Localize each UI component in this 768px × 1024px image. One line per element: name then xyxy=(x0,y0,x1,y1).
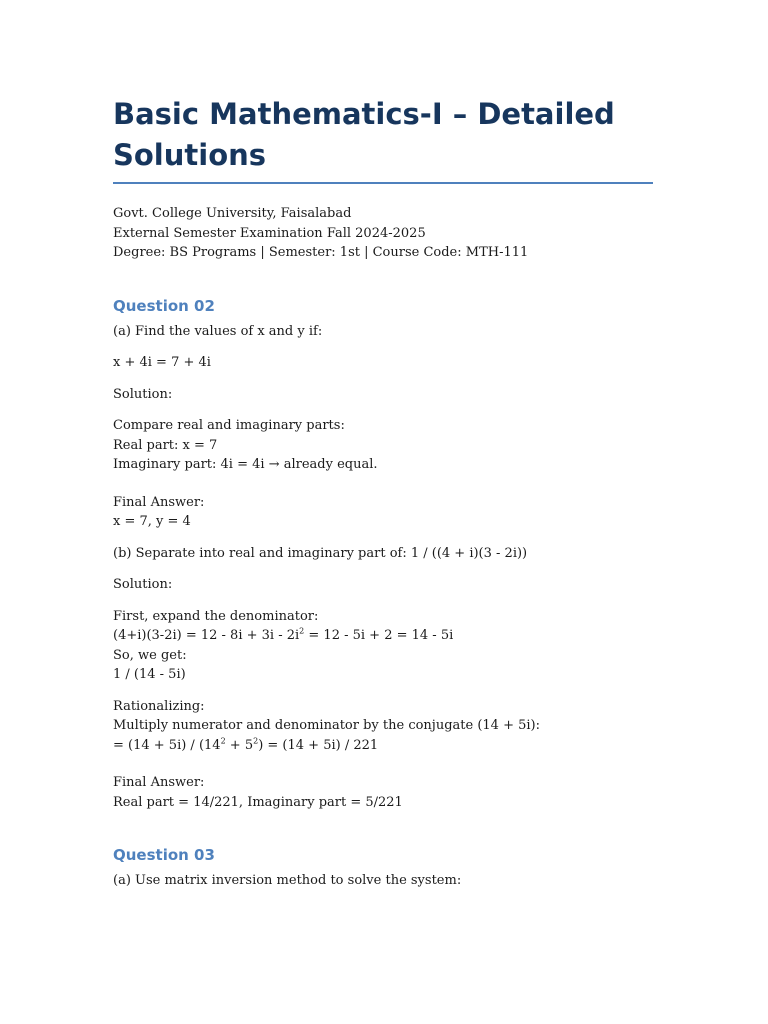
q2b-rat-mid: + 5 xyxy=(225,737,254,753)
q2b-rat-exponent: 2 xyxy=(253,736,259,746)
q2b-rat-pre: = (14 + 5i) / (14 xyxy=(113,737,221,753)
q2a-solution-label: Solution: xyxy=(113,386,173,402)
q2b-prompt: (b) Separate into real and imaginary part of: 1 / ((4 + i)(3 - 2i)) xyxy=(113,545,528,561)
q2a-step: Compare real and imaginary parts: xyxy=(113,418,345,433)
q2b-expansion xyxy=(113,607,658,685)
q2a-final-value: x = 7, y = 4 xyxy=(113,514,191,529)
q2b-expand-pre: (4+i)(3-2i) = 12 - 8i + 3i - 2i xyxy=(113,628,300,643)
q2b-rationalizing-label: Rationalizing: xyxy=(113,698,205,714)
q2a-step: Imaginary part: 4i = 4i → already equal. xyxy=(113,457,378,472)
question-03-heading: Question 03 xyxy=(113,846,215,864)
q2b-rat-post: ) = (14 + 5i) / 221 xyxy=(258,737,379,753)
q2b-rationalizing xyxy=(113,697,658,756)
q2b-rat-exponent: 2 xyxy=(220,736,226,746)
document-title: Basic Mathematics-I – Detailed Solutions xyxy=(113,94,653,184)
q2a-final-answer xyxy=(113,493,658,532)
q3a-prompt: (a) Use matrix inversion method to solve the system: xyxy=(113,873,462,888)
q2b-multiply: Multiply numerator and denominator by the conjugate (14 + 5i): xyxy=(113,718,540,733)
university-line: Govt. College University, Faisalabad xyxy=(113,206,352,221)
q2b-expand-exponent: 2 xyxy=(299,626,305,636)
question-02-heading: Question 02 xyxy=(113,296,215,315)
q2a-equation: x + 4i = 7 + 4i xyxy=(113,355,211,370)
q2b-solution-label: Solution: xyxy=(113,577,173,592)
exam-line: External Semester Examination Fall 2024-2025 xyxy=(113,225,426,241)
q2b-final-label: Final Answer: xyxy=(113,775,205,790)
document-page xyxy=(113,94,658,903)
q2b-reduced: 1 / (14 - 5i) xyxy=(113,667,186,682)
q2b-final-answer xyxy=(113,773,658,812)
q2b-final-value: Real part = 14/221, Imaginary part = 5/221 xyxy=(113,794,403,810)
q2a-prompt: (a) Find the values of x and y if: xyxy=(113,323,323,339)
q2b-rationalized-equation xyxy=(113,736,658,756)
q2a-final-label: Final Answer: xyxy=(113,494,205,510)
q2b-expand-equation xyxy=(113,626,658,646)
q2b-expand-post: = 12 - 5i + 2 = 14 - 5i xyxy=(304,628,454,643)
document-header xyxy=(113,204,658,263)
q2b-expand-intro: First, expand the denominator: xyxy=(113,608,319,624)
degree-line: Degree: BS Programs | Semester: 1st | Course Code: MTH-111 xyxy=(113,245,529,260)
q2a-steps xyxy=(113,416,658,475)
q2a-step: Real part: x = 7 xyxy=(113,437,218,453)
q2b-so-we-get: So, we get: xyxy=(113,647,187,663)
